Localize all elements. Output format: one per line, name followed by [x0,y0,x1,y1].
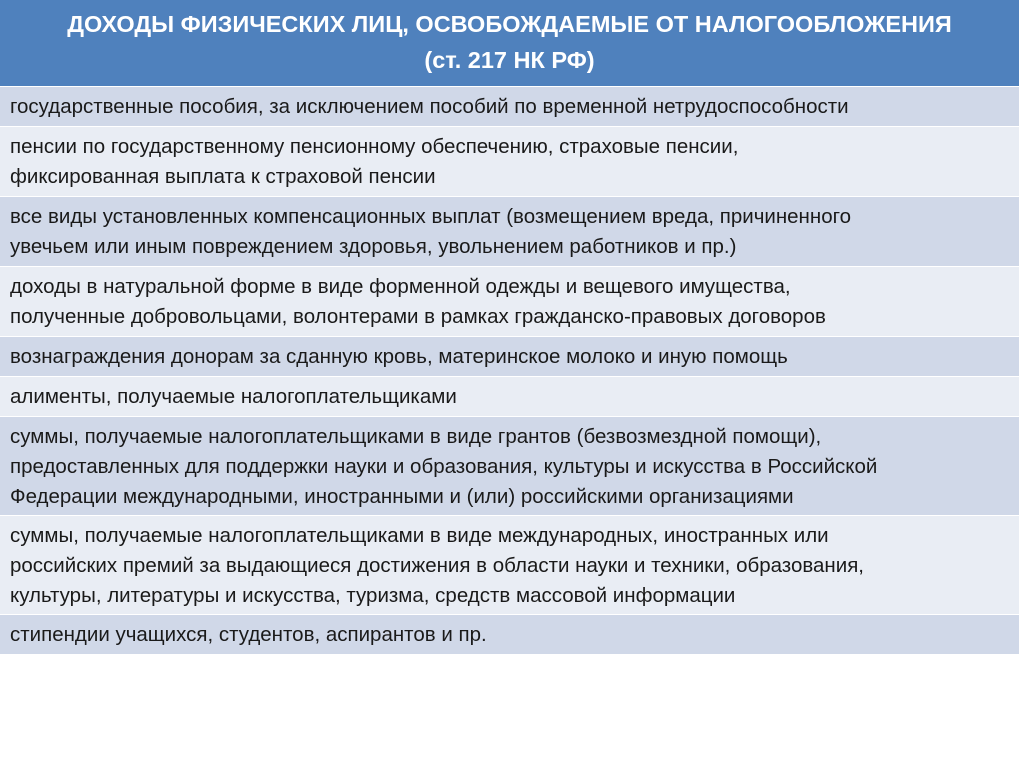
row-text: вознаграждения донорам за сданную кровь, материнское молоко и иную помощь [10,345,788,368]
row-text: фиксированная выплата к страховой пенсии [10,165,436,188]
table-row [0,337,1019,377]
table-row [0,516,1019,615]
header-title: ДОХОДЫ ФИЗИЧЕСКИХ ЛИЦ, ОСВОБОЖДАЕМЫЕ ОТ НАЛОГООБЛОЖЕНИЯ [67,11,952,37]
row-text: культуры, литературы и искусства, туризма, средств массовой информации [10,584,736,607]
table-row [0,197,1019,267]
row-text: увечьем или иным повреждением здоровья, увольнением работников и пр.) [10,235,737,258]
row-text: алименты, получаемые налогоплательщиками [10,385,457,408]
row-text: предоставленных для поддержки науки и образования, культуры и искусства в Российской [10,455,878,478]
table-row [0,377,1019,417]
table-row [0,267,1019,337]
table-row [0,417,1019,516]
row-text: Федерации международными, иностранными и (или) российскими организациями [10,485,794,508]
table-row [0,87,1019,127]
row-text: государственные пособия, за исключением пособий по временной нетрудоспособности [10,95,849,118]
header-subtitle: (ст. 217 НК РФ) [424,47,595,73]
table-header [0,0,1019,87]
table-row [0,615,1019,655]
row-text: полученные добровольцами, волонтерами в рамках гражданско-правовых договоров [10,305,826,328]
row-text: российских премий за выдающиеся достижения в области науки и техники, образования, [10,554,864,577]
row-text: суммы, получаемые налогоплательщиками в виде грантов (безвозмездной помощи), [10,425,822,448]
row-text: доходы в натуральной форме в виде форменной одежды и вещевого имущества, [10,275,791,298]
row-text: пенсии по государственному пенсионному обеспечению, страховые пенсии, [10,135,739,158]
row-text: стипендии учащихся, студентов, аспирантов и пр. [10,623,487,646]
row-text: все виды установленных компенсационных выплат (возмещением вреда, причиненного [10,205,852,228]
table-row [0,127,1019,197]
row-text: суммы, получаемые налогоплательщиками в виде международных, иностранных или [10,524,829,547]
